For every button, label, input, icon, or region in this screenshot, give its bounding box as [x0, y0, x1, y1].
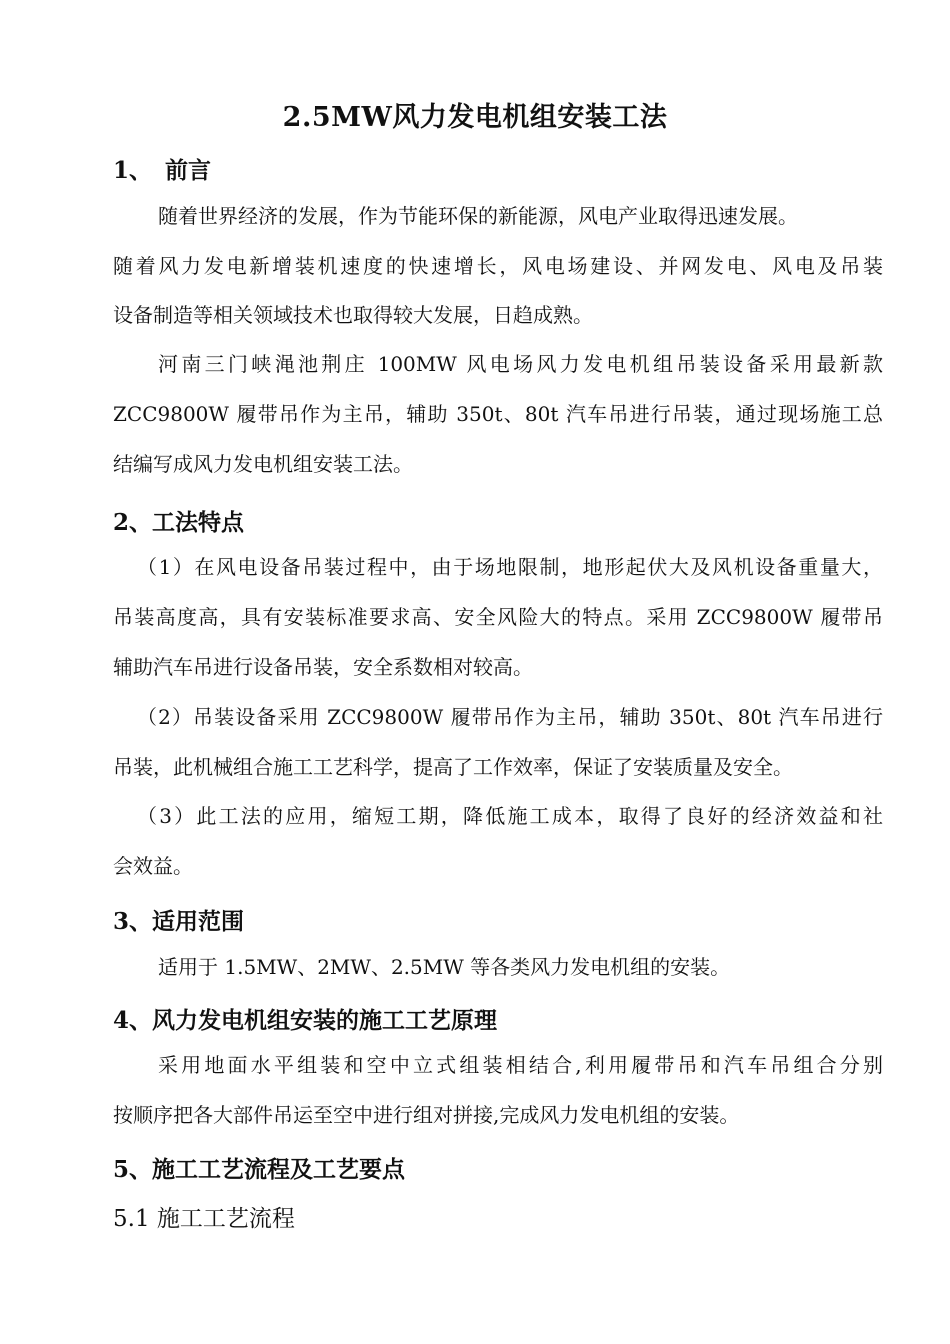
paragraph-line: 结编写成风力发电机组安装工法。 [113, 452, 413, 476]
paragraph-line: 按顺序把各大部件吊运至空中进行组对拼接,完成风力发电机组的安装。 [113, 1103, 740, 1127]
paragraph-line: （3）此工法的应用，缩短工期，降低施工成本，取得了良好的经济效益和社 [137, 804, 883, 828]
paragraph-line: （1）在风电设备吊装过程中，由于场地限制，地形起伏大及风机设备重量大， [137, 555, 883, 579]
paragraph-line: 设备制造等相关领域技术也取得较大发展，日趋成熟。 [113, 303, 593, 327]
section-heading-5 [113, 1151, 405, 1184]
paragraph-line: 吊装高度高，具有安装标准要求高、安全风险大的特点。采用 ZCC9800W 履带吊 [113, 605, 883, 629]
section-heading-1 [113, 152, 211, 185]
section-number: 4、 [113, 1007, 153, 1034]
section-number: 3、 [113, 908, 153, 935]
section-number: 1、 [113, 157, 153, 184]
section-title: 施工工艺流程及工艺要点 [152, 1156, 406, 1183]
section-heading-3 [113, 903, 244, 936]
section-title: 适用范围 [152, 908, 245, 935]
paragraph-line: 辅助汽车吊进行设备吊装，安全系数相对较高。 [113, 655, 533, 679]
paragraph-line: 吊装，此机械组合施工工艺科学，提高了工作效率，保证了安装质量及安全。 [113, 755, 793, 779]
section-heading-4 [113, 1002, 497, 1035]
paragraph-line: 河南三门峡渑池荆庄 100MW 风电场风力发电机组吊装设备采用最新款 [158, 352, 883, 376]
paragraph-line: 适用于 1.5MW、2MW、2.5MW 等各类风力发电机组的安装。 [158, 955, 731, 979]
section-title: 风力发电机组安装的施工工艺原理 [152, 1007, 498, 1034]
document-title: 2.5MW风力发电机组安装工法 [282, 102, 668, 133]
paragraph-line: 采用地面水平组装和空中立式组装相结合,利用履带吊和汽车吊组合分别 [158, 1053, 883, 1077]
paragraph-line: ZCC9800W 履带吊作为主吊，辅助 350t、80t 汽车吊进行吊装，通过现场施工总 [113, 402, 883, 426]
paragraph-line: 随着风力发电新增装机速度的快速增长，风电场建设、并网发电、风电及吊装 [113, 254, 883, 278]
subsection-heading: 5.1 施工工艺流程 [113, 1206, 295, 1232]
section-title: 工法特点 [152, 509, 245, 536]
section-heading-2 [113, 504, 244, 537]
section-number: 5、 [113, 1156, 153, 1183]
section-title: 前言 [165, 157, 211, 184]
paragraph-line: （2）吊装设备采用 ZCC9800W 履带吊作为主吊，辅助 350t、80t 汽车吊进行 [137, 705, 883, 729]
paragraph-line: 会效益。 [113, 854, 193, 878]
section-number: 2、 [113, 509, 153, 536]
paragraph-line: 随着世界经济的发展，作为节能环保的新能源，风电产业取得迅速发展。 [158, 204, 798, 228]
